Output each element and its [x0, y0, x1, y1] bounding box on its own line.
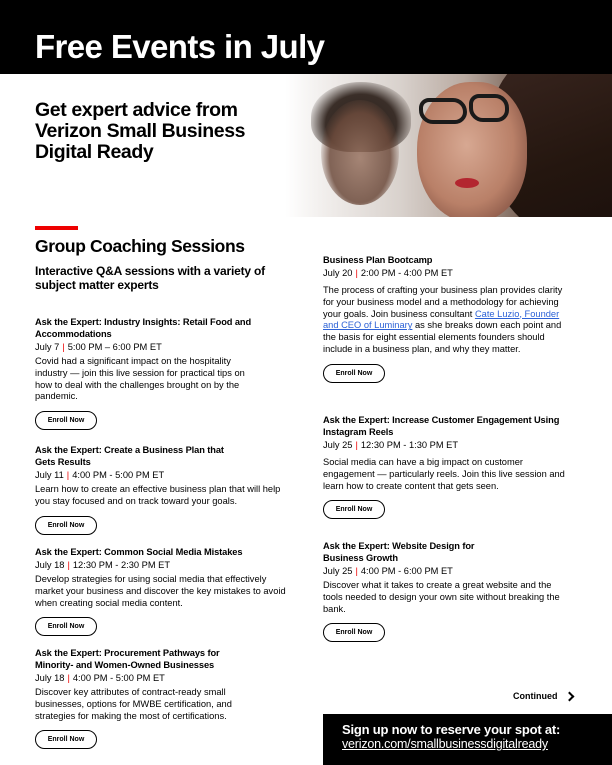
enroll-now-button[interactable]: Enroll Now	[35, 730, 97, 749]
chevron-right-icon	[564, 691, 574, 701]
event-card-business-plan	[35, 444, 295, 535]
event-title: Ask the Expert: Procurement Pathways for Minority- and Women-Owned Businesses	[35, 648, 220, 670]
page-title: Free Events in July	[35, 28, 325, 65]
hero-section	[0, 74, 612, 217]
hero-photo	[285, 74, 612, 217]
event-date: July 20 | 2:00 PM - 4:00 PM ET	[323, 268, 453, 278]
event-card-website-design	[323, 540, 573, 642]
event-card-social-media-mistakes	[35, 546, 295, 636]
consultant-link[interactable]: Cate Luzio, Founder and CEO of Luminary	[323, 308, 560, 331]
event-title: Business Plan Bootcamp	[323, 255, 433, 265]
event-title: Ask the Expert: Create a Business Plan that Gets Results	[35, 445, 224, 467]
signup-text: Sign up now to reserve your spot at:	[342, 722, 561, 737]
header-banner	[0, 0, 612, 74]
event-card-business-plan-bootcamp	[323, 254, 573, 383]
event-description: Covid had a significant impact on the hospitality industry — join this live session for practical tips on how to deal with the challenges brought on by the pandemic.	[35, 356, 245, 402]
continued-link[interactable]	[513, 691, 573, 701]
event-description: Discover key attributes of contract-ready small businesses, options for MWBE certification, and strategies for making the most of certifications.	[35, 687, 232, 721]
signup-banner	[323, 714, 612, 765]
event-description: Social media can have a big impact on customer engagement — particularly reels. Join this live session and learn how to create content that gets seen.	[323, 457, 565, 491]
event-date: July 7 | 5:00 PM – 6:00 PM ET	[35, 342, 162, 352]
event-date: July 25 | 4:00 PM - 6:00 PM ET	[323, 566, 453, 576]
photo-lips	[455, 178, 479, 188]
enroll-now-button[interactable]: Enroll Now	[35, 516, 97, 535]
hero-heading: Get expert advice from Verizon Small Business Digital Ready	[35, 99, 246, 163]
enroll-now-button[interactable]: Enroll Now	[35, 617, 97, 636]
event-title: Ask the Expert: Website Design for Business Growth	[323, 541, 475, 563]
enroll-now-button[interactable]: Enroll Now	[323, 623, 385, 642]
section-title: Group Coaching Sessions	[35, 236, 245, 256]
signup-url-link[interactable]: verizon.com/smallbusinessdigitalready	[342, 737, 548, 751]
event-card-retail-food	[35, 316, 295, 430]
enroll-now-button[interactable]: Enroll Now	[323, 500, 385, 519]
continued-label: Continued	[513, 691, 558, 701]
enroll-now-button[interactable]: Enroll Now	[35, 411, 97, 430]
event-date: July 11 | 4:00 PM - 5:00 PM ET	[35, 470, 165, 480]
event-title: Ask the Expert: Increase Customer Engagement Using Instagram Reels	[323, 415, 560, 437]
accent-rule	[35, 226, 78, 230]
event-description: The process of crafting your business plan provides clarity for your business model and a methodology for achieving your goals. Join business consultant Cate Luzio, Founder and CEO of Luminary as she breaks down each point and the basis for eight essential elements founders should include in a business plan, and why they matter.	[323, 285, 563, 354]
event-description: Learn how to create an effective business plan that will help you stay focused and on track toward your goals.	[35, 484, 281, 506]
event-description: Discover what it takes to create a great website and the tools needed to design your own site without breaking the bank.	[323, 580, 560, 614]
event-title: Ask the Expert: Industry Insights: Retail Food and Accommodations	[35, 317, 252, 339]
event-date: July 18 | 12:30 PM - 2:30 PM ET	[35, 560, 171, 570]
glasses-right-lens	[469, 94, 509, 122]
event-title: Ask the Expert: Common Social Media Mistakes	[35, 547, 243, 557]
event-date: July 25 | 12:30 PM - 1:30 PM ET	[323, 440, 459, 450]
section-subtitle: Interactive Q&A sessions with a variety of subject matter experts	[35, 264, 265, 292]
event-description: Develop strategies for using social media that effectively market your business and discover the key mistakes to avoid when creating social media content.	[35, 574, 286, 608]
glasses-left-lens	[419, 98, 467, 124]
event-date: July 18 | 4:00 PM - 5:00 PM ET	[35, 673, 165, 683]
event-card-instagram-reels	[323, 414, 573, 519]
enroll-now-button[interactable]: Enroll Now	[323, 364, 385, 383]
photo-background-person-face	[321, 100, 399, 205]
event-card-procurement-pathways	[35, 647, 295, 749]
